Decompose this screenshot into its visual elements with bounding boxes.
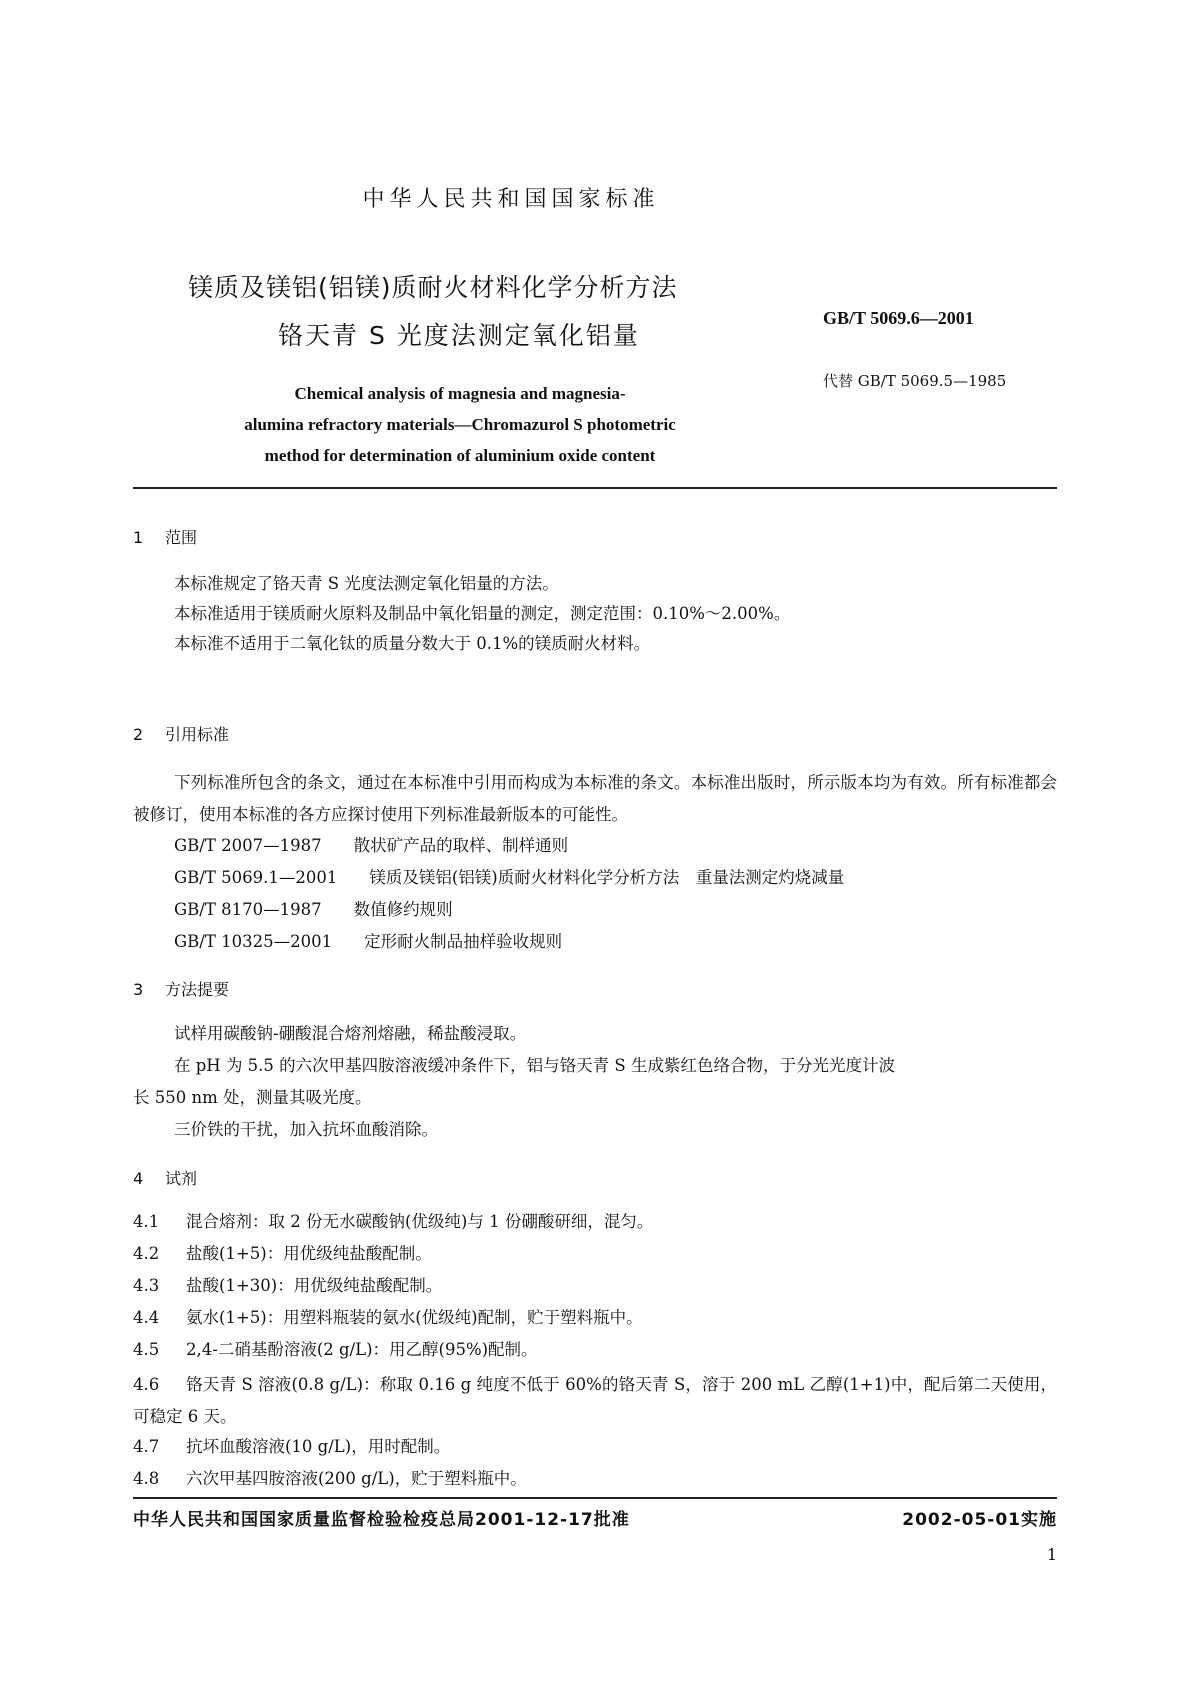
- national-standard-header: 中华人民共和国国家标准: [362, 187, 660, 212]
- reference-code: GB/T 2007—1987: [174, 836, 322, 855]
- header-divider: [133, 487, 1057, 489]
- standard-title-line-1: 镁质及镁铝(铝镁)质耐火材料化学分析方法: [188, 273, 678, 302]
- section-4-heading: [133, 1166, 197, 1189]
- item-number: 4.5: [133, 1340, 160, 1359]
- item-text: 六次甲基四胺溶液(200 g/L)，贮于塑料瓶中。: [186, 1469, 527, 1488]
- item-number: 4.2: [133, 1244, 160, 1263]
- item-number: 4.6: [133, 1375, 160, 1394]
- section-title: 引用标准: [165, 725, 230, 744]
- standard-code: GB/T 5069.6—2001: [823, 308, 974, 328]
- s1-paragraph: 本标准适用于镁质耐火原料及制品中氧化铝量的测定，测定范围：0.10%～2.00%。: [174, 604, 791, 623]
- item-text: 铬天青 S 溶液(0.8 g/L)：称取 0.16 g 纯度不低于 60%的铬天青 S，溶于 200 mL 乙醇(1+1)中，配后第二天使用，可稳定 6 天。: [133, 1375, 1057, 1426]
- reference-title: 定形耐火制品抽样验收规则: [364, 932, 563, 951]
- section-title: 试剂: [165, 1169, 198, 1188]
- item-text: 氨水(1+5)：用塑料瓶装的氨水(优级纯)配制，贮于塑料瓶中。: [186, 1308, 643, 1327]
- item-text: 抗坏血酸溶液(10 g/L)，用时配制。: [186, 1437, 451, 1456]
- section-number: 3: [133, 980, 144, 999]
- reference-title: 散状矿产品的取样、制样通则: [353, 836, 569, 855]
- reagent-item: [133, 1208, 653, 1232]
- reference-code: GB/T 8170—1987: [174, 900, 322, 919]
- s3-paragraph: 试样用碳酸钠-硼酸混合熔剂熔融，稀盐酸浸取。: [174, 1024, 527, 1043]
- reference-item: [174, 864, 844, 888]
- reference-code: GB/T 10325—2001: [174, 932, 333, 951]
- s1-paragraph: 本标准不适用于二氧化钛的质量分数大于 0.1%的镁质耐火材料。: [174, 634, 651, 653]
- reference-title: 数值修约规则: [353, 900, 453, 919]
- effective-date: 2002-05-01实施: [902, 1510, 1057, 1530]
- item-number: 4.8: [133, 1469, 160, 1488]
- s3-paragraph: 在 pH 为 5.5 的六次甲基四胺溶液缓冲条件下，铝与铬天青 S 生成紫红色络合物，于分光光度计波: [174, 1056, 895, 1075]
- replaces-standard: 代替 GB/T 5069.5—1985: [823, 372, 1007, 390]
- reagent-item: [133, 1304, 643, 1328]
- item-number: 4.3: [133, 1276, 160, 1295]
- s1-paragraph: 本标准规定了铬天青 S 光度法测定氧化铝量的方法。: [174, 574, 559, 593]
- s2-intro-paragraph: 下列标准所包含的条文，通过在本标准中引用而构成为本标准的条文。本标准出版时，所示版本均为有效。所有标准都会被修订，使用本标准的各方应探讨使用下列标准最新版本的可能性。: [133, 773, 1057, 824]
- item-number: 4.1: [133, 1212, 160, 1231]
- reagent-item: [133, 1336, 538, 1360]
- reference-item: [174, 928, 562, 952]
- reference-title: 镁质及镁铝(铝镁)质耐火材料化学分析方法 重量法测定灼烧减量: [369, 868, 845, 887]
- approval-statement: 中华人民共和国国家质量监督检验检疫总局2001-12-17批准: [133, 1510, 630, 1530]
- english-title-line-3: method for determination of aluminium oxide content: [264, 446, 656, 465]
- reference-item: [174, 896, 453, 920]
- reagent-item: [133, 1465, 527, 1489]
- s3-paragraph: 长 550 nm 处，测量其吸光度。: [133, 1088, 372, 1107]
- reference-code: GB/T 5069.1—2001: [174, 868, 338, 887]
- s3-paragraph: 三价铁的干扰，加入抗坏血酸消除。: [174, 1120, 438, 1139]
- footer-divider: [133, 1497, 1057, 1499]
- item-text: 盐酸(1+30)：用优级纯盐酸配制。: [186, 1276, 443, 1295]
- page-number: 1: [1046, 1545, 1057, 1564]
- english-title-line-2: alumina refractory materials—Chromazurol S photometric: [244, 415, 676, 434]
- reagent-item: [133, 1272, 442, 1296]
- item-number: 4.4: [133, 1308, 160, 1327]
- section-2-heading: [133, 722, 229, 745]
- item-number: 4.7: [133, 1437, 160, 1456]
- reference-item: [174, 832, 568, 856]
- section-number: 1: [133, 528, 144, 547]
- section-number: 2: [133, 725, 144, 744]
- item-text: 盐酸(1+5)：用优级纯盐酸配制。: [186, 1244, 432, 1263]
- english-title: [200, 378, 720, 471]
- item-text: 混合熔剂：取 2 份无水碳酸钠(优级纯)与 1 份硼酸研细，混匀。: [186, 1212, 654, 1231]
- section-1-heading: [133, 525, 197, 548]
- section-title: 范围: [165, 528, 198, 547]
- section-3-heading: [133, 977, 229, 1000]
- reagent-item: [133, 1369, 1057, 1433]
- item-text: 2,4-二硝基酚溶液(2 g/L)：用乙醇(95%)配制。: [186, 1340, 538, 1359]
- reagent-item: [133, 1433, 450, 1457]
- section-title: 方法提要: [165, 980, 230, 999]
- section-number: 4: [133, 1169, 144, 1188]
- english-title-line-1: Chemical analysis of magnesia and magnesia-: [294, 384, 626, 403]
- standard-title-line-2: 铬天青 S 光度法测定氧化铝量: [278, 321, 640, 350]
- reagent-item: [133, 1240, 432, 1264]
